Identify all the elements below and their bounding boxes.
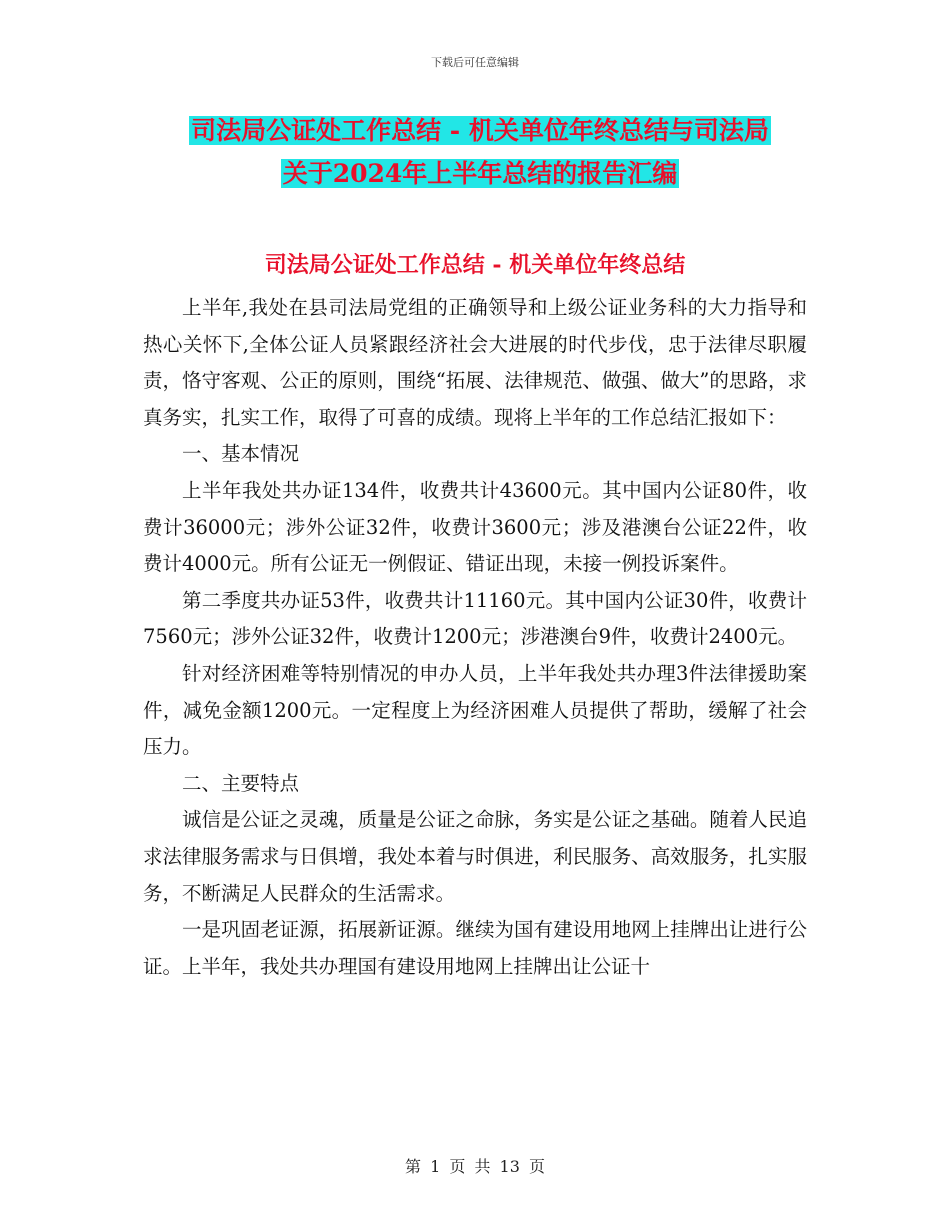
header-note: 下载后可任意编辑 xyxy=(431,56,519,69)
document-title-line-1 xyxy=(140,114,820,148)
section-title: 司法局公证处工作总结 - 机关单位年终总结 xyxy=(264,252,686,278)
title-highlight-2: 关于2024年上半年总结的报告汇编 xyxy=(282,159,678,188)
paragraph: 一是巩固老证源，拓展新证源。继续为国有建设用地网上挂牌出让进行公证。上半年，我处共办理国有建设用地网上挂牌出让公证十 xyxy=(143,918,807,978)
paragraph: 上半年我处共办证134件，收费共计43600元。其中国内公证80件，收费计36000元；涉外公证32件，收费计3600元；涉及港澳台公证22件，收费计4000元。所有公证无一例假证、错证出现，未接一例投诉案件。 xyxy=(143,478,807,576)
paragraph: 上半年,我处在县司法局党组的正确领导和上级公证业务科的大力指导和热心关怀下,全体公证人员紧跟经济社会大进展的时代步伐，忠于法律尽职履责，恪守客观、公正的原则，围绕“拓展、法律规范、做强、做大”的思路，求真务实，扎实工作，取得了可喜的成绩。现将上半年的工作总结汇报如下： xyxy=(143,296,807,429)
section-heading: 一、基本情况 xyxy=(182,442,300,466)
title-highlight-1: 司法局公证处工作总结 - 机关单位年终总结与司法局 xyxy=(191,116,769,145)
page-footer: 第 1 页 共 13 页 xyxy=(405,1157,545,1176)
paragraph: 针对经济困难等特别情况的申办人员，上半年我处共办理3件法律援助案件，减免金额1200元。一定程度上为经济困难人员提供了帮助，缓解了社会压力。 xyxy=(143,661,807,759)
paragraph: 第二季度共办证53件，收费共计11160元。其中国内公证30件，收费计7560元；涉外公证32件，收费计1200元；涉港澳台9件，收费计2400元。 xyxy=(143,588,807,649)
section-heading: 二、主要特点 xyxy=(182,771,300,795)
document-body xyxy=(143,290,807,985)
document-title-line-2 xyxy=(140,157,820,191)
paragraph: 诚信是公证之灵魂，质量是公证之命脉，务实是公证之基础。随着人民追求法律服务需求与日俱增，我处本着与时俱进，利民服务、高效服务，扎实服务，不断满足人民群众的生活需求。 xyxy=(143,808,807,905)
